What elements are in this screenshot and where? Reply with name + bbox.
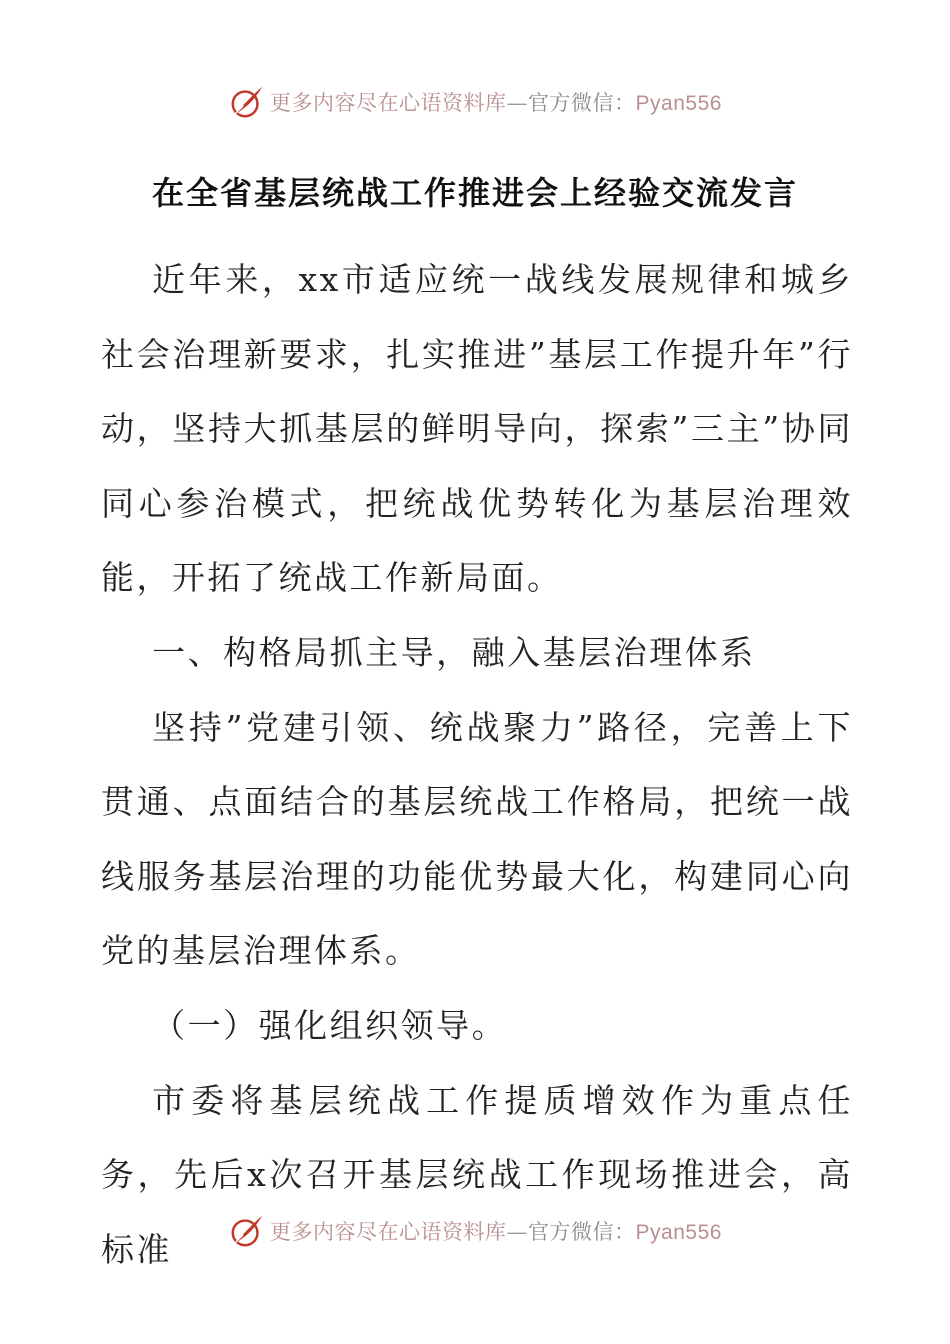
body-paragraph: 市委将基层统战工作提质增效作为重点任务，先后x次召开基层统战工作现场推进会，高标准 <box>101 1080 853 1269</box>
quill-pen-logo-icon <box>228 83 266 121</box>
footer-brand-text: 更多内容尽在心语资料库 <box>270 1220 507 1244</box>
footer-wechat-id: Pyan556 <box>635 1221 722 1244</box>
header-separator: — <box>506 91 529 115</box>
header-wechat-id: Pyan556 <box>635 92 722 115</box>
header-banner <box>0 82 950 122</box>
header-wechat-label: 官方微信： <box>528 91 636 115</box>
footer-separator: — <box>506 1220 529 1244</box>
header-brand-text: 更多内容尽在心语资料库 <box>270 91 507 115</box>
quill-pen-logo-icon <box>228 1212 266 1250</box>
body-paragraph: 近年来，xx市适应统一战线发展规律和城乡社会治理新要求，扎实推进”基层工作提升年”行动，坚持大抓基层的鲜明导向，探索”三主”协同同心参治模式，把统战优势转化为基层治理效能，开拓了统战工作新局面。 <box>101 260 853 598</box>
document-body <box>101 243 853 1287</box>
footer-banner <box>0 1211 950 1251</box>
document-title: 在全省基层统战工作推进会上经验交流发言 <box>151 174 798 212</box>
section-heading: 一、构格局抓主导，融入基层治理体系 <box>152 632 756 672</box>
subsection-heading: （一）强化组织领导。 <box>152 1005 508 1045</box>
body-paragraph: 坚持”党建引领、统战聚力”路径，完善上下贯通、点面结合的基层统战工作格局，把统一战线服务基层治理的功能优势最大化，构建同心向党的基层治理体系。 <box>101 707 853 971</box>
footer-wechat-label: 官方微信： <box>528 1220 636 1244</box>
